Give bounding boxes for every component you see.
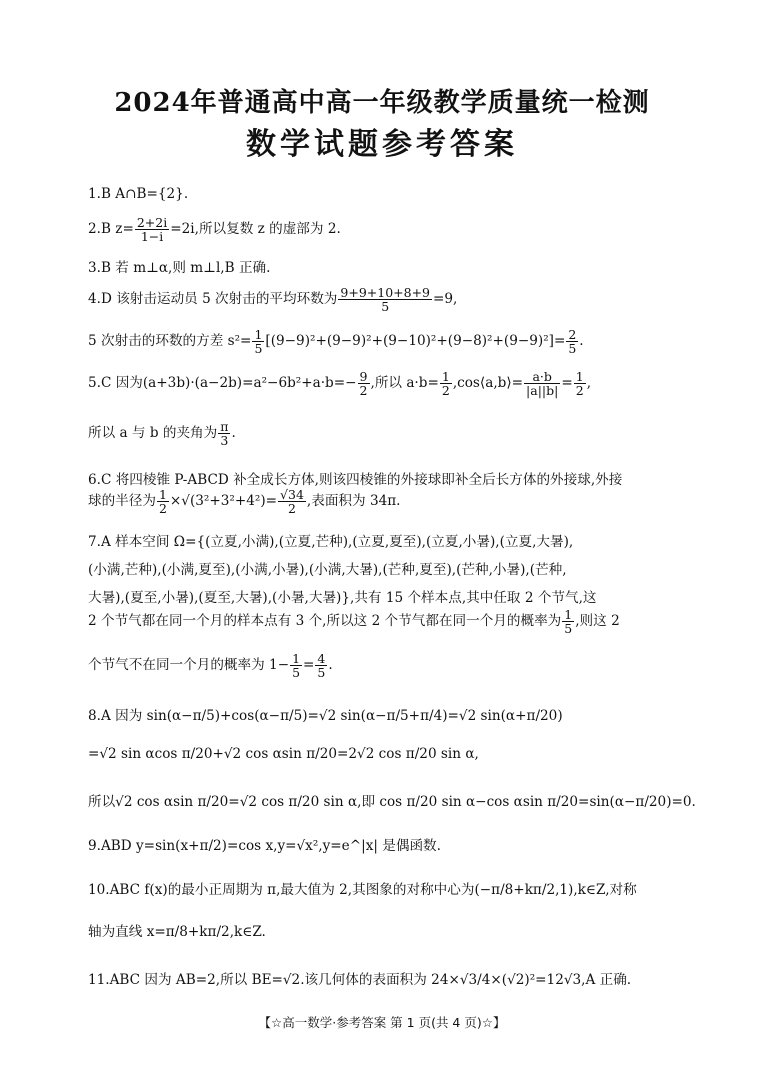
answer-7-line2: (小满,芒种),(小满,夏至),(小满,小暑),(小满,大暑),(芒种,夏至),(芒种,小暑),(芒种, [88,562,567,578]
fraction-numerator: a·b [524,370,560,384]
fraction-denominator: 5 [381,299,390,315]
fraction-numerator: 2 [568,327,577,342]
page-title: 2024年普通高中高一年级教学质量统一检测 [114,88,650,118]
fraction [524,370,560,397]
fraction-denominator: 2 [288,501,296,517]
answer-1: 1.B A∩B={2}. [88,186,189,202]
answer-5-text: ,cos⟨a,b⟩= [452,375,524,392]
answer-8-line2: =√2 sin αcos π/20+√2 cos αsin π/20=2√2 cos π/20 sin α, [88,746,479,762]
fraction [135,216,169,243]
fraction-denominator: 1−i [140,229,164,245]
answer-7-line3: 大暑),(夏至,小暑),(夏至,大暑),(小暑,大暑)},共有 15 个样本点,其中任取 2 个节气,这 [88,590,597,606]
fraction-denominator: 2 [359,383,368,399]
answer-5-text: 5.C 因为(a+3b)·(a−2b)=a²−6b²+a·b=− [88,375,357,392]
answer-7-text: ,则这 2 [575,613,620,630]
answer-2-text: =2i,所以复数 z 的虚部为 2. [170,221,341,238]
answer-10: 10.ABC f(x)的最小正周期为 π,最大值为 2,其图象的对称中心为(−π/8+kπ/2,1),k∈Z,对称 [88,882,637,898]
fraction-numerator: 4 [317,651,326,666]
answer-7-line5 [88,652,333,679]
fraction-numerator: 1 [292,651,301,666]
fraction [290,652,302,679]
answer-5-conclusion [88,420,236,447]
answer-2 [88,216,341,243]
fraction [218,420,230,447]
fraction-numerator: √34 [280,487,304,502]
answer-6-text: 球的半径为 [88,493,156,510]
answer-7-line4 [88,608,620,635]
answer-6-text: ×√(3²+3²+4²)= [169,493,278,510]
answer-5 [88,370,591,397]
page-subtitle: 数学试题参考答案 [246,127,518,162]
answer-6: 6.C 将四棱锥 P-ABCD 补全成长方体,则该四棱锥的外接球即补全后长方体的外接球,外接 [88,472,623,488]
fraction-denominator: 5 [292,665,301,681]
answer-2-text: 2.B z= [88,221,134,238]
answer-5-text: , [586,375,592,392]
answer-7-text: = [303,657,315,674]
answer-5-text: 所以 a 与 b 的夹角为 [88,425,218,442]
fraction [566,328,578,355]
fraction-numerator: 1 [158,487,167,502]
fraction-denominator: 5 [568,341,577,357]
fraction [252,328,264,355]
fraction-numerator: 1 [441,369,450,384]
answer-6-text: ,表面积为 34π. [306,493,401,510]
fraction [315,652,327,679]
answer-4 [88,286,457,313]
answer-9: 9.ABD y=sin(x+π/2)=cos x,y=√x²,y=e^|x| 是偶函数. [88,838,441,854]
answer-7-text: . [328,657,333,674]
answer-4-text: 5 次射击的环数的方差 s²= [88,333,252,350]
answer-8: 8.A 因为 sin(α−π/5)+cos(α−π/5)=√2 sin(α−π/5+π/4)=√2 sin(α+π/20) [88,708,563,724]
page-footer: 【☆高一数学·参考答案 第 1 页(共 4 页)☆】 [258,1015,506,1030]
answer-7: 7.A 样本空间 Ω={(立夏,小满),(立夏,芒种),(立夏,夏至),(立夏,小暑),(立夏,大暑), [88,534,574,550]
fraction-denominator: 5 [317,665,326,681]
fraction [574,370,586,397]
answer-4-variance [88,328,584,355]
answer-4-text: [(9−9)²+(9−9)²+(9−10)²+(9−8)²+(9−9)²]= [265,333,566,350]
fraction-denominator: 2 [158,501,167,517]
answer-3: 3.B 若 m⊥α,则 m⊥l,B 正确. [88,260,271,276]
fraction-numerator: 1 [564,607,573,622]
answer-5-text: . [231,425,236,442]
answer-8-line3: 所以√2 cos αsin π/20=√2 cos π/20 sin α,即 cos π/20 sin α−cos αsin π/20=sin(α−π/20)=0. [88,794,696,810]
fraction [562,608,574,635]
answer-10-line2: 轴为直线 x=π/8+kπ/2,k∈Z. [88,924,266,940]
fraction-denominator: |a||b| [526,383,559,399]
fraction [338,286,432,313]
answer-4-text: =9, [433,291,458,308]
fraction-numerator: π [220,419,229,434]
answer-7-text: 个节气不在同一个月的概率为 1− [88,657,290,674]
fraction [358,370,370,397]
answer-4-text: . [579,333,584,350]
answer-7-text: 2 个节气都在同一个月的样本点有 3 个,所以这 2 个节气都在同一个月的概率为 [88,613,562,630]
answer-6-radius [88,488,401,515]
fraction-numerator: 9 [359,369,368,384]
answer-5-text: = [561,375,573,392]
fraction-denominator: 2 [575,383,584,399]
fraction-numerator: 2+2i [136,215,168,230]
fraction [440,370,452,397]
fraction-denominator: 3 [220,433,229,449]
fraction-denominator: 5 [564,621,573,637]
fraction-numerator: 9+9+10+8+9 [340,285,431,300]
answer-4-text: 4.D 该射击运动员 5 次射击的平均环数为 [88,291,338,308]
fraction-numerator: 1 [254,327,263,342]
fraction-denominator: 2 [441,383,450,399]
fraction-numerator: 1 [575,369,584,384]
fraction-denominator: 5 [254,341,263,357]
fraction [278,488,306,515]
answer-11: 11.ABC 因为 AB=2,所以 BE=√2.该几何体的表面积为 24×√3/4×(√2)²=12√3,A 正确. [88,972,632,988]
fraction [157,488,169,515]
answer-5-text: ,所以 a·b= [370,375,439,392]
